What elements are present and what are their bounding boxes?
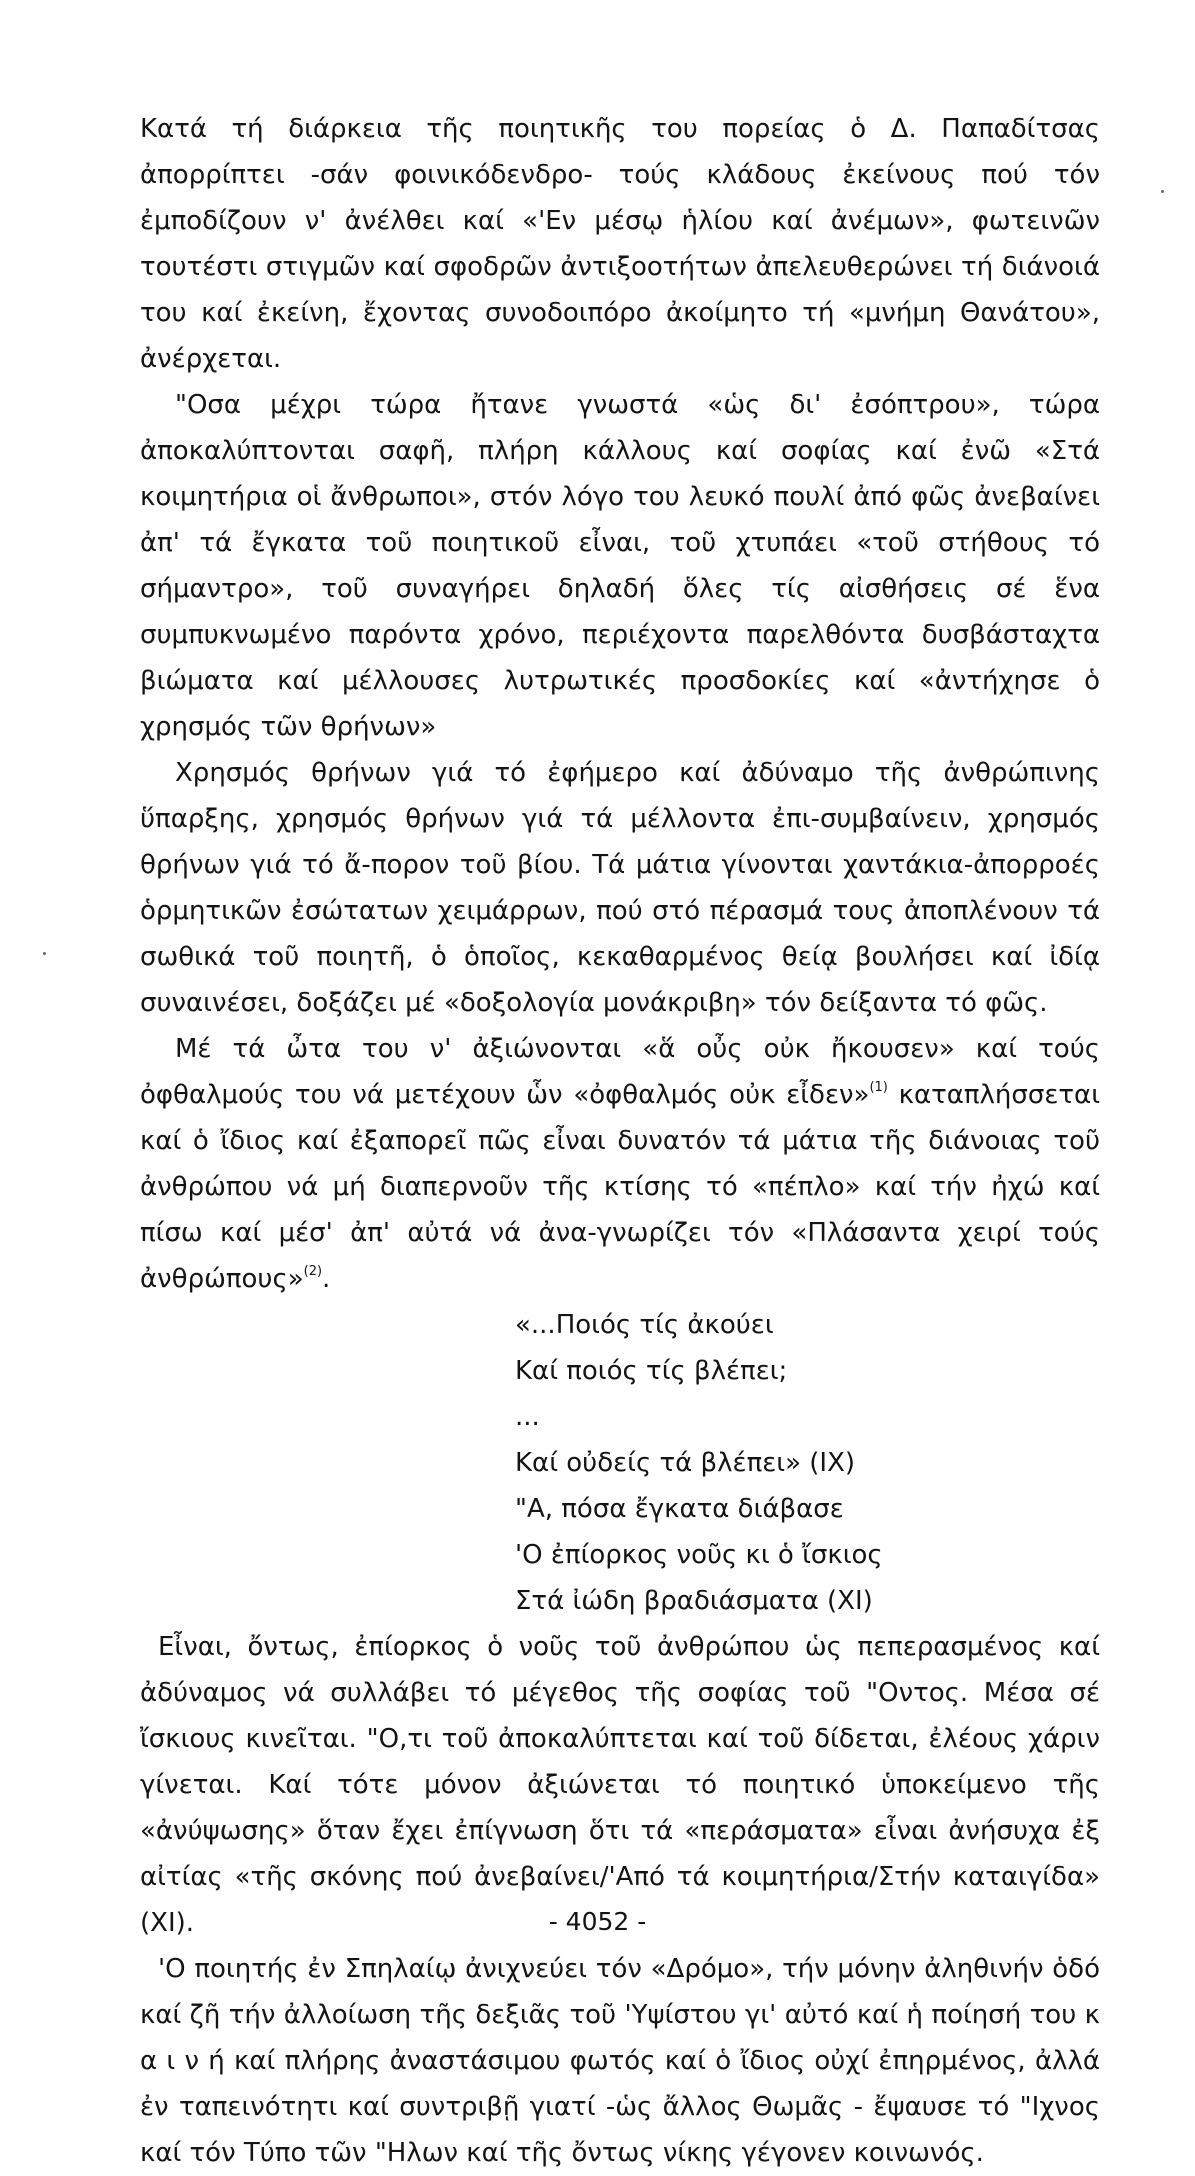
paragraph-4-part-2: καταπλήσσεται καί ὁ ἴδιος καί ἐξαπορεῖ πῶς εἶναι δυνατόν τά μάτια τῆς διάνοιας τοῦ ἀνθρώπου νά μή διαπερνοῦν τῆς κτίσης τό «πέπλο» καί τήν ἠχώ καί πίσω καί μέσ' ἀπ' αὐτά νά ἀνα-γνωρίζει τόν «Πλάσαντα χειρί τούς ἀνθρώπους» <box>140 1080 1100 1294</box>
poem-line: 'Ο ἐπίορκος νοῦς κι ὁ ἴσκιος <box>515 1540 883 1570</box>
body-text <box>140 106 1100 2176</box>
poem-line: Στά ἰώδη βραδιάσματα (XI) <box>515 1586 873 1616</box>
paragraph-4 <box>140 1026 1100 1302</box>
scan-speck <box>1161 190 1164 193</box>
poem-line: Καί ποιός τίς βλέπει; <box>515 1356 788 1386</box>
paragraph-4-part-1: Μέ τά ὦτα του ν' ἀξιώνονται «ἅ οὖς οὐκ ἤκουσεν» καί τούς ὀφθαλμούς του νά μετέχουν ὧν «ὀφθαλμός οὐκ εἶδεν» <box>140 1034 1100 1110</box>
poem-line: "Α, πόσα ἔγκατα διάβασε <box>515 1494 844 1524</box>
scan-speck <box>43 952 46 955</box>
paragraph-4-part-3: . <box>322 1264 331 1294</box>
poem-line: Καί οὐδείς τά βλέπει» (IX) <box>515 1448 856 1478</box>
poem-line: ... <box>515 1402 540 1432</box>
poem-line: «...Ποιός τίς ἀκούει <box>515 1310 774 1340</box>
paragraph-6: 'Ο ποιητής ἐν Σπηλαίῳ ἀνιχνεύει τόν «Δρόμο», τήν μόνην ἀληθινήν ὁδό καί ζῆ τήν ἀλλοίωση τῆς δεξιᾶς τοῦ 'Υψίστου γι' αὐτό καί ἡ ποίησή του κ α ι ν ή καί πλήρης ἀναστάσιμου φωτός καί ὁ ἴδιος οὐχί ἐπηρμένος, ἀλλά ἐν ταπεινότητι καί συντριβῇ γιατί -ὡς ἄλλος Θωμᾶς - ἔψαυσε τό "Ιχνος καί τόν Τύπο τῶν "Ηλων καί τῆς ὄντως νίκης γέγονεν κοινωνός. <box>140 1954 1100 2168</box>
paragraph-1: Κατά τή διάρκεια τῆς ποιητικῆς του πορείας ὁ Δ. Παπαδίτσας ἀπορρίπτει -σάν φοινικόδενδρο- τούς κλάδους ἐκείνους πού τόν ἐμποδίζουν ν' ἀνέλθει καί «'Εν μέσῳ ἡλίου καί ἀνέμων», φωτεινῶν τουτέστι στιγμῶν καί σφοδρῶν ἀντιξοοτήτων ἀπελευθερώνει τή διάνοιά του καί ἐκείνη, ἔχοντας συνοδοιπόρο ἀκοίμητο τή «μνήμη Θανάτου», ἀνέρχεται. <box>140 114 1100 374</box>
paragraph-2: "Οσα μέχρι τώρα ἤτανε γνωστά «ὡς δι' ἐσόπτρου», τώρα ἀποκαλύπτονται σαφῆ, πλήρη κάλλους καί σοφίας καί ἐνῶ «Στά κοιμητήρια οἱ ἄνθρωποι», στόν λόγο του λευκό πουλί ἀπό φῶς ἀνεβαίνει ἀπ' τά ἔγκατα τοῦ ποιητικοῦ εἶναι, τοῦ χτυπάει «τοῦ στήθους τό σήμαντρο», τοῦ συναγήρει δηλαδή ὅλες τίς αἰσθήσεις σέ ἕνα συμπυκνωμένο παρόντα χρόνο, περιέχοντα παρελθόντα δυσβάσταχτα βιώματα καί μέλλουσες λυτρωτικές προσδοκίες καί «ἀντήχησε ὁ χρησμός τῶν θρήνων» <box>140 390 1100 742</box>
page-number: - 4052 - <box>548 1907 647 1936</box>
footnote-mark-2: (2) <box>303 1264 323 1279</box>
poem-quotation <box>140 1302 1100 1624</box>
paragraph-5: Εἶναι, ὄντως, ἐπίορκος ὁ νοῦς τοῦ ἀνθρώπου ὡς πεπερασμένος καί ἀδύναμος νά συλλάβει τό μέγεθος τῆς σοφίας τοῦ "Οντος. Μέσα σέ ἴσκιους κινεῖται. "Ο,τι τοῦ ἀποκαλύπτεται καί τοῦ δίδεται, ἐλέους χάριν γίνεται. Καί τότε μόνον ἀξιώνεται τό ποιητικό ὑποκείμενο τῆς «ἀνύψωσης» ὅταν ἔχει ἐπίγνωση ὅτι τά «περάσματα» εἶναι ἀνήσυχα ἐξ αἰτίας «τῆς σκόνης πού ἀνεβαίνει/'Από τά κοιμητήρια/Στήν καταιγίδα» (XI). <box>140 1632 1100 1938</box>
paragraph-3: Χρησμός θρήνων γιά τό ἐφήμερο καί ἀδύναμο τῆς ἀνθρώπινης ὕπαρξης, χρησμός θρήνων γιά τά μέλλοντα ἐπι-συμβαίνειν, χρησμός θρήνων γιά τό ἄ-πορον τοῦ βίου. Τά μάτια γίνονται χαντάκια-ἀπορροές ὁρμητικῶν ἐσώτατων χειμάρρων, πού στό πέρασμά τους ἀποπλένουν τά σωθικά τοῦ ποιητῆ, ὁ ὁποῖος, κεκαθαρμένος θείᾳ βουλήσει καί ἰδίᾳ συναινέσει, δοξάζει μέ «δοξολογία μονάκριβη» τόν δείξαντα τό φῶς. <box>140 758 1100 1018</box>
footnote-mark-1: (1) <box>869 1080 888 1095</box>
